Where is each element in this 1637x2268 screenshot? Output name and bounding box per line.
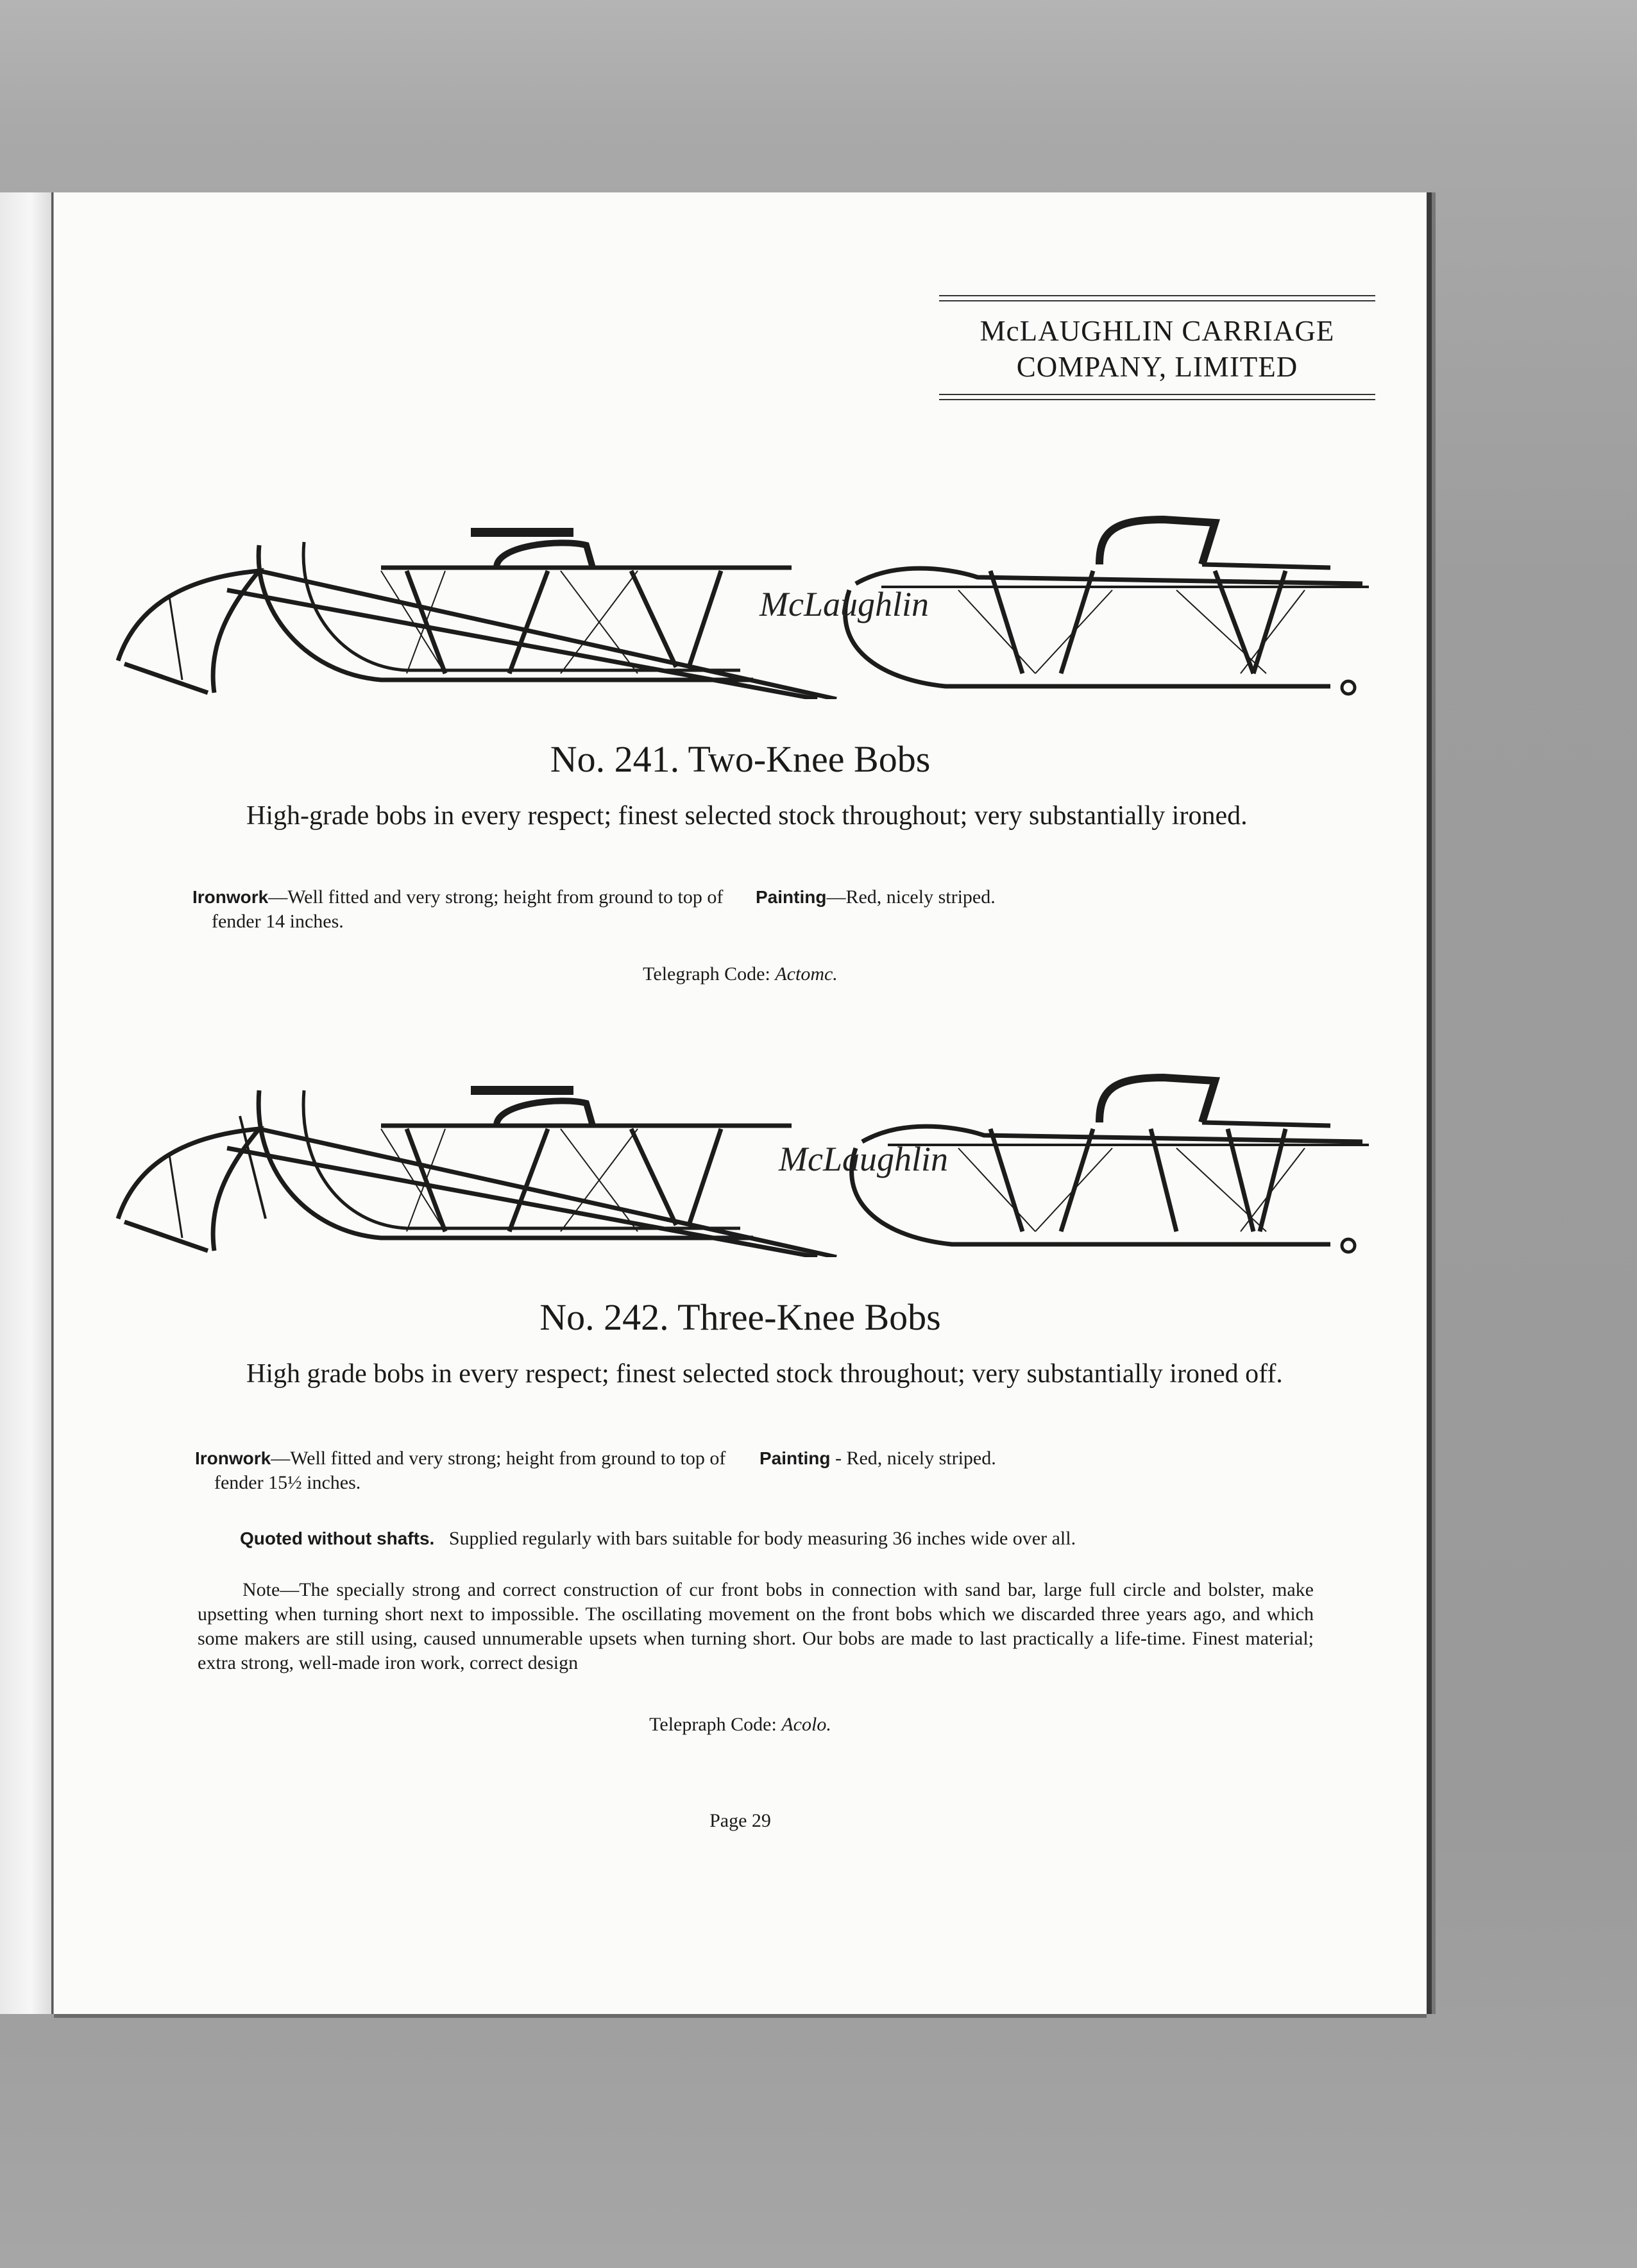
company-name-line-2: COMPANY, LIMITED [1016,351,1298,383]
telegraph-code-2: Acolo. [781,1714,831,1735]
product-242-ironwork [195,1446,779,1495]
product-241-ironwork [192,885,776,934]
ironwork-text: —Well fitted and very strong; height from ground to top of fender 14 inches. [212,886,724,932]
product-242-quoted [240,1527,1330,1551]
product-241-painting [756,885,1205,910]
page-number: Page 29 [709,1810,771,1831]
product-242-painting [759,1446,1209,1471]
header-rule-top [939,295,1375,301]
painting-text-2: - Red, nicely striped. [830,1448,996,1469]
left-page-edge [0,192,53,2014]
two-knee-bobs-illustration [112,507,1395,699]
product-242-telegraph [54,1713,1427,1737]
ironwork-text-2: —Well fitted and very strong; height from ground to top of fender 15½ inches. [214,1448,726,1493]
company-header [939,295,1375,400]
three-knee-bobs-illustration [112,1065,1395,1257]
quoted-label: Quoted without shafts. [240,1528,435,1548]
product-241-telegraph [54,962,1427,986]
ironwork-label-2: Ironwork [195,1448,271,1468]
telegraph-label-2: Telepraph Code: [649,1714,777,1735]
product-242-note: Note—The specially strong and correct construction of cur front bobs in connection with sand bar, large full circle and bolster, make upsetting when turning short next to impossible. The oscillating movement on the front bobs which we discarded three years ago, and which some makers are still using, caused unnumerable upsets when turning short. Our bobs are made to last practically a life-time. Finest material; extra strong, well-made iron work, correct design [198,1579,1314,1673]
telegraph-label: Telegraph Code: [643,963,770,985]
painting-label: Painting [756,887,827,907]
painting-text: —Red, nicely striped. [826,886,996,908]
painting-label-2: Painting [759,1448,831,1468]
telegraph-code: Actomc. [775,963,838,985]
header-rule-bottom [939,394,1375,400]
product-242-description: High grade bobs in every respect; finest selected stock throughout; very substantially ironed off. [246,1359,1283,1389]
company-name-line-1: McLAUGHLIN CARRIAGE [980,315,1335,347]
ironwork-label: Ironwork [192,887,269,907]
quoted-text: Supplied regularly with bars suitable for body measuring 36 inches wide over all. [448,1528,1076,1549]
product-241-title: No. 241. Two-Knee Bobs [550,738,931,780]
product-241-description: High-grade bobs in every respect; finest selected stock throughout; very substantially ironed. [246,801,1248,831]
maker-mark-2: McLaughlin [779,1140,948,1178]
catalog-page [54,192,1427,2014]
maker-mark: McLaughlin [759,585,929,623]
product-242-title: No. 242. Three-Knee Bobs [539,1296,941,1338]
